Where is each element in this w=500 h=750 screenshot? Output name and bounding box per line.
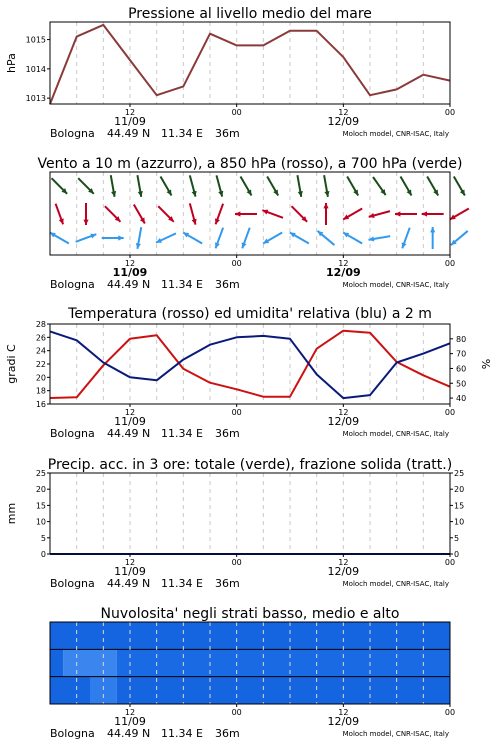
wind-credit: Moloch model, CNR-ISAC, Italy — [342, 281, 449, 289]
temp_rh-city: Bologna — [50, 427, 95, 440]
wind-arrow-head — [90, 234, 96, 239]
wind-arrow-0 — [111, 175, 116, 197]
wind-arrow-0 — [373, 177, 386, 195]
precip-ytick-right-label: 5 — [454, 533, 460, 543]
wind-arrow-head — [59, 218, 64, 224]
temp_rh-ytick2-label: 60 — [456, 364, 467, 374]
temp_rh-series-1-line — [50, 331, 450, 398]
temp_rh-panel — [5, 306, 493, 440]
clouds-lat: 44.49 N — [107, 727, 151, 740]
clouds-city: Bologna — [50, 727, 95, 740]
wind-arrow-0 — [324, 175, 329, 197]
wind-arrow-head — [430, 227, 435, 232]
precip-ytick-label: 25 — [35, 469, 46, 478]
temp_rh-xtick-label: 00 — [444, 408, 456, 417]
wind-arrow-1 — [190, 203, 197, 224]
wind-arrow-2 — [402, 228, 410, 249]
wind-xtick-label: 00 — [231, 259, 242, 268]
precip-elev: 36m — [215, 577, 240, 590]
cloud-cell-basso — [117, 677, 450, 704]
wind-arrow-2 — [430, 227, 435, 249]
wind-arrow-0 — [190, 175, 197, 196]
precip-xtick-label: 00 — [231, 558, 242, 567]
pressure-title: Pressione al livello medio del mare — [128, 6, 372, 22]
wind-arrow-1 — [235, 211, 257, 216]
wind-arrow-1 — [369, 211, 390, 218]
wind-lat: 44.49 N — [107, 278, 151, 291]
temp_rh-ytick2-label: 70 — [456, 349, 467, 359]
temp_rh-date-label: 11/09 — [114, 415, 146, 428]
precip-xtick-label: 12 — [124, 558, 136, 567]
clouds-lon: 11.34 E — [161, 727, 203, 740]
temp_rh-series-0-line — [50, 331, 450, 398]
wind-arrow-0 — [52, 178, 68, 194]
wind-title: Vento a 10 m (azzurro), a 850 hPa (rosso), a 700 hPa (verde) — [37, 156, 463, 172]
wind-arrow-0 — [454, 176, 465, 195]
temp_rh-ytick2-label: 50 — [456, 379, 467, 389]
pressure-ylabel: hPa — [5, 53, 18, 73]
wind-arrow-2 — [136, 227, 141, 249]
wind-arrow-0 — [137, 175, 142, 197]
wind-arrow-2 — [318, 231, 335, 245]
temp_rh-ytick-label: 24 — [35, 346, 46, 356]
pressure-xtick-label: 12 — [124, 108, 136, 117]
temp_rh-xtick-label: 12 — [124, 408, 136, 417]
precip-ytick-right-label: 0 — [454, 550, 460, 559]
cloud-cell-medio — [63, 649, 116, 676]
temp_rh-xtick-label: 00 — [231, 408, 242, 417]
pressure-series-0-line — [50, 25, 450, 104]
pressure-xtick-label: 12 — [338, 108, 349, 117]
precip-frame — [50, 473, 450, 554]
wind-arrow-1 — [323, 203, 328, 225]
wind-arrow-2 — [102, 235, 124, 240]
wind-arrow-2 — [290, 233, 309, 244]
precip-xtick-label: 00 — [444, 558, 456, 567]
wind-arrow-2 — [156, 233, 176, 242]
precip-credit: Moloch model, CNR-ISAC, Italy — [342, 580, 449, 588]
wind-arrow-0 — [401, 176, 412, 195]
wind-lon: 11.34 E — [161, 278, 203, 291]
precip-ytick-right-label: 20 — [454, 485, 465, 495]
wind-arrow-head — [422, 211, 427, 216]
pressure-xtick-label: 00 — [231, 108, 242, 117]
wind-xtick-label: 12 — [338, 259, 349, 268]
wind-arrow-0 — [297, 175, 302, 197]
temp_rh-ytick-label: 22 — [35, 360, 46, 369]
temp_rh-date-label: 12/09 — [327, 415, 360, 428]
pressure-ytick-label: 1013 — [25, 94, 46, 104]
precip-ytick-label: 20 — [35, 485, 46, 495]
wind-arrow-1 — [83, 203, 88, 225]
temp_rh-elev: 36m — [215, 427, 240, 440]
cloud-cell-medio — [50, 649, 63, 676]
wind-arrow-0 — [267, 176, 278, 195]
temp_rh-credit: Moloch model, CNR-ISAC, Italy — [342, 430, 449, 438]
wind-arrow-2 — [183, 233, 202, 244]
precip-ytick-right-label: 10 — [454, 517, 465, 527]
cloud-cell-alto — [50, 622, 450, 649]
clouds-panel — [50, 606, 455, 740]
precip-ytick-right-label: 25 — [454, 469, 465, 478]
wind-arrow-0 — [216, 175, 223, 196]
precip-city: Bologna — [50, 577, 95, 590]
wind-xtick-label: 12 — [124, 259, 136, 268]
wind-arrow-2 — [263, 233, 282, 244]
pressure-elev: 36m — [215, 127, 240, 140]
temp_rh-ylabel: gradi C — [5, 344, 18, 384]
clouds-xtick-label: 00 — [444, 708, 456, 717]
wind-arrow-head — [83, 220, 88, 225]
wind-arrow-0 — [161, 176, 172, 195]
precip-ylabel: mm — [5, 502, 18, 525]
precip-lon: 11.34 E — [161, 577, 203, 590]
precip-date-label: 11/09 — [114, 565, 146, 578]
precip-lat: 44.49 N — [107, 577, 151, 590]
clouds-credit: Moloch model, CNR-ISAC, Italy — [342, 730, 449, 738]
wind-arrow-head — [323, 203, 328, 208]
wind-arrow-1 — [158, 206, 174, 222]
pressure-panel — [5, 6, 455, 140]
wind-arrow-1 — [134, 204, 145, 223]
wind-arrow-0 — [427, 176, 438, 195]
temp_rh-ytick-label: 20 — [35, 373, 46, 383]
wind-arrow-1 — [215, 204, 223, 225]
cloud-cell-medio — [117, 649, 450, 676]
wind-arrow-1 — [292, 206, 308, 222]
wind-xtick-label: 00 — [444, 259, 456, 268]
wind-arrow-2 — [76, 234, 97, 242]
pressure-ytick-label: 1015 — [25, 35, 46, 45]
wind-arrow-1 — [450, 209, 469, 220]
clouds-xtick-label: 12 — [124, 708, 136, 717]
precip-ytick-right-label: 15 — [454, 501, 465, 511]
clouds-xtick-label: 12 — [338, 708, 349, 717]
pressure-credit: Moloch model, CNR-ISAC, Italy — [342, 130, 449, 138]
wind-arrow-head — [242, 242, 247, 248]
temp_rh-ytick-label: 16 — [35, 400, 46, 409]
wind-arrow-2 — [343, 233, 362, 244]
clouds-xtick-label: 00 — [231, 708, 242, 717]
wind-arrow-head — [235, 211, 240, 216]
pressure-lon: 11.34 E — [161, 127, 203, 140]
wind-arrow-head — [402, 242, 407, 248]
wind-arrow-head — [118, 235, 123, 240]
pressure-date-label: 11/09 — [114, 115, 146, 128]
wind-arrow-2 — [50, 233, 69, 244]
pressure-lat: 44.49 N — [107, 127, 151, 140]
precip-ytick-label: 10 — [35, 517, 46, 527]
wind-arrow-0 — [347, 176, 358, 195]
pressure-city: Bologna — [50, 127, 95, 140]
temp_rh-ytick2-label: 80 — [456, 334, 467, 344]
temp_rh-title: Temperatura (rosso) ed umidita' relativa (blu) a 2 m — [68, 306, 432, 322]
temp_rh-ytick-label: 28 — [35, 320, 46, 329]
pressure-xtick-label: 00 — [444, 108, 456, 117]
wind-arrow-1 — [56, 204, 64, 225]
precip-panel — [5, 457, 464, 590]
precip-ytick-label: 0 — [40, 550, 46, 559]
clouds-date-label: 11/09 — [114, 715, 146, 728]
wind-arrow-2 — [451, 231, 468, 245]
wind-elev: 36m — [215, 278, 240, 291]
wind-arrow-head — [215, 242, 220, 248]
clouds-title: Nuvolosita' negli strati basso, medio e alto — [100, 606, 400, 622]
wind-arrow-0 — [78, 178, 94, 194]
wind-panel — [37, 156, 468, 291]
wind-arrow-1 — [395, 211, 417, 216]
precip-ytick-label: 15 — [35, 501, 46, 511]
pressure-ytick-label: 1014 — [25, 64, 46, 74]
wind-arrow-0 — [241, 176, 252, 195]
wind-city: Bologna — [50, 278, 95, 291]
wind-arrow-2 — [242, 228, 250, 249]
wind-arrow-head — [215, 218, 220, 224]
temp_rh-xtick-label: 12 — [338, 408, 349, 417]
wind-arrow-2 — [369, 236, 391, 241]
clouds-date-label: 12/09 — [327, 715, 360, 728]
precip-xtick-label: 12 — [338, 558, 349, 567]
temp_rh-ytick2-label: 40 — [456, 394, 467, 404]
clouds-elev: 36m — [215, 727, 240, 740]
wind-date-label: 11/09 — [112, 266, 148, 279]
precip-date-label: 12/09 — [327, 565, 360, 578]
wind-arrow-1 — [105, 206, 121, 222]
temp_rh-lon: 11.34 E — [161, 427, 203, 440]
temp_rh-ytick-label: 26 — [35, 333, 46, 343]
wind-arrow-1 — [262, 210, 283, 218]
temp_rh-ytick-label: 18 — [35, 386, 46, 396]
temp_rh-ylabel2: % — [480, 358, 493, 370]
wind-arrow-1 — [343, 209, 362, 220]
precip-ytick-label: 5 — [40, 533, 46, 543]
wind-arrow-head — [395, 211, 400, 216]
wind-arrow-1 — [422, 211, 444, 216]
wind-date-label: 12/09 — [326, 266, 361, 279]
precip-title: Precip. acc. in 3 ore: totale (verde), frazione solida (tratt.) — [47, 457, 453, 473]
temp_rh-lat: 44.49 N — [107, 427, 151, 440]
wind-arrow-2 — [215, 228, 223, 249]
pressure-date-label: 12/09 — [327, 115, 360, 128]
cloud-cell-basso — [50, 677, 90, 704]
